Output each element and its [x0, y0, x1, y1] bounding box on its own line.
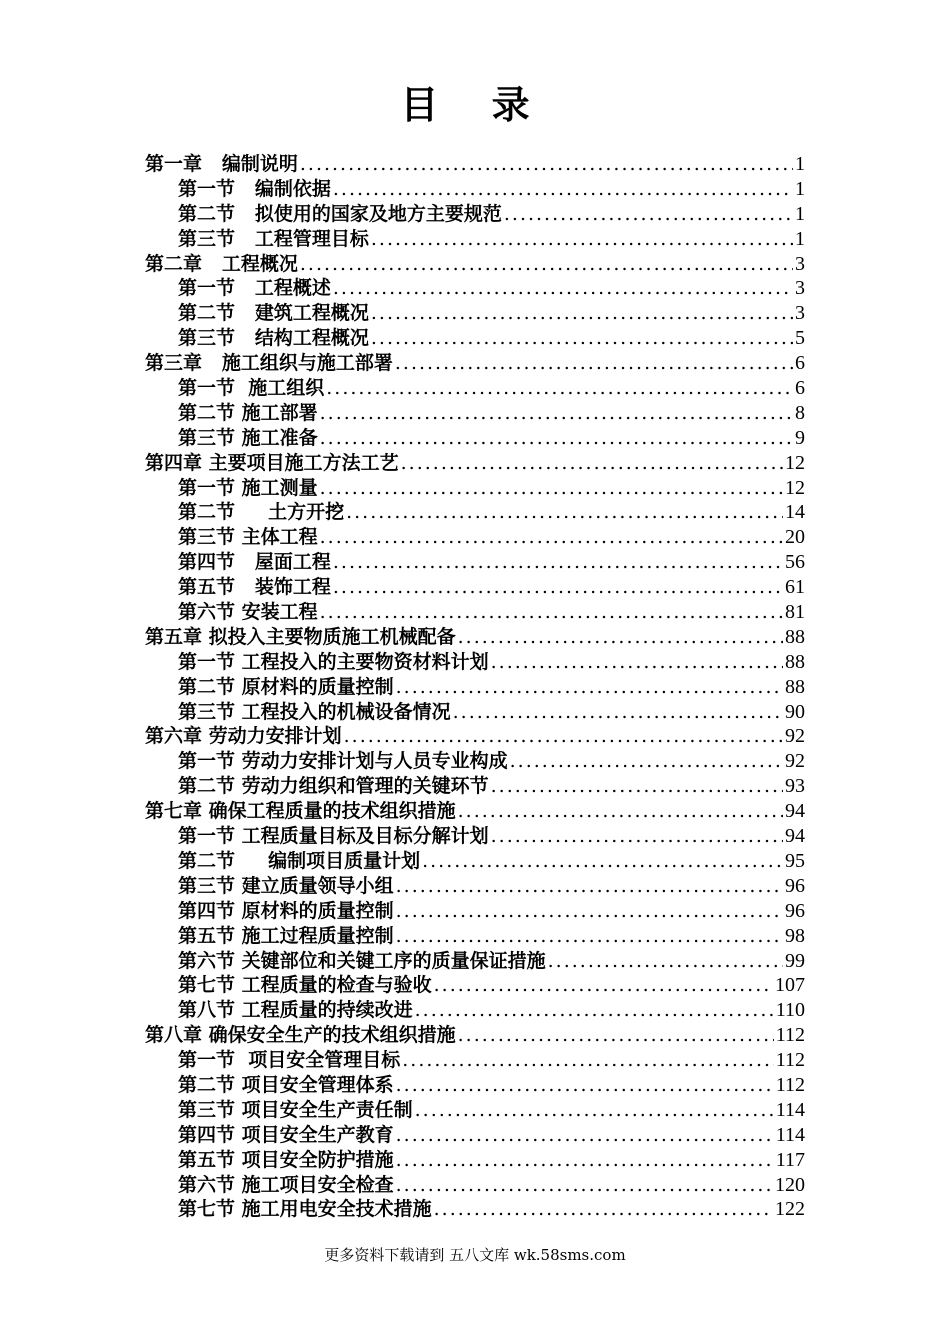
toc-page-number: 6	[795, 352, 805, 375]
toc-entry-title: 第三节 项目安全生产责任制	[178, 1098, 413, 1121]
toc-dot-leader	[402, 1048, 774, 1073]
toc-page-number: 96	[785, 899, 805, 922]
toc-entry-title: 第五节 装饰工程	[178, 576, 331, 599]
toc-page-number: 117	[775, 1148, 805, 1171]
toc-section-entry[interactable]	[145, 401, 805, 426]
toc-page-number: 99	[785, 949, 805, 972]
toc-section-entry[interactable]	[145, 849, 805, 874]
toc-dot-leader	[453, 700, 783, 725]
toc-chapter-entry[interactable]	[145, 351, 805, 376]
toc-dot-leader	[422, 849, 783, 874]
toc-entry-title: 第一章 编制说明	[145, 153, 298, 175]
toc-page-number: 90	[785, 700, 805, 723]
toc-entry-title: 第三节 建立质量领导小组	[178, 874, 394, 897]
toc-entry-title: 第四节 原材料的质量控制	[178, 899, 394, 922]
toc-section-entry[interactable]	[145, 276, 805, 301]
toc-entry-title: 第三节 工程管理目标	[178, 227, 369, 250]
toc-dot-leader	[300, 152, 793, 177]
toc-dot-leader	[396, 899, 783, 924]
toc-dot-leader	[434, 1197, 773, 1222]
toc-page-number: 1	[795, 227, 805, 250]
table-of-contents	[145, 152, 805, 1222]
toc-section-entry[interactable]	[145, 774, 805, 799]
toc-page-number: 114	[775, 1123, 805, 1146]
toc-page-number: 122	[775, 1198, 805, 1221]
toc-page-number: 95	[785, 849, 805, 872]
toc-entry-title: 第五节 项目安全防护措施	[178, 1148, 394, 1171]
toc-page-number: 112	[775, 1073, 805, 1096]
toc-section-entry[interactable]	[145, 301, 805, 326]
toc-page-number: 61	[785, 576, 805, 599]
toc-dot-leader	[395, 351, 793, 376]
toc-page-number: 8	[795, 401, 805, 424]
toc-page-number: 3	[795, 277, 805, 300]
toc-entry-title: 第一节 工程概述	[178, 277, 331, 300]
toc-dot-leader	[434, 973, 773, 998]
toc-page-number: 96	[785, 874, 805, 897]
footer-text: 更多资料下载请到 五八文库 wk.58sms.com	[324, 1246, 626, 1264]
toc-page-number: 5	[795, 327, 805, 350]
toc-dot-leader	[371, 326, 793, 351]
toc-page-number: 98	[785, 924, 805, 947]
toc-entry-title: 第六节 施工项目安全检查	[178, 1173, 394, 1196]
toc-dot-leader	[320, 426, 793, 451]
toc-page-number: 12	[785, 476, 805, 499]
toc-page-number: 88	[785, 675, 805, 698]
toc-dot-leader	[401, 451, 783, 476]
toc-page-number: 88	[785, 625, 805, 648]
toc-dot-leader	[320, 600, 783, 625]
toc-section-entry[interactable]	[145, 500, 805, 525]
toc-section-entry[interactable]	[145, 949, 805, 974]
toc-page-number: 94	[785, 800, 805, 823]
toc-entry-title: 第二节 施工部署	[178, 401, 318, 424]
toc-entry-title: 第三节 主体工程	[178, 526, 318, 549]
toc-entry-title: 第二节 拟使用的国家及地方主要规范	[178, 202, 502, 225]
toc-chapter-entry[interactable]	[145, 625, 805, 650]
toc-dot-leader	[396, 874, 783, 899]
toc-entry-title: 第六章 劳动力安排计划	[145, 725, 342, 748]
toc-dot-leader	[396, 1123, 774, 1148]
toc-page-number: 3	[795, 302, 805, 325]
toc-section-entry[interactable]	[145, 1123, 805, 1148]
toc-page-number: 94	[785, 825, 805, 848]
toc-dot-leader	[504, 202, 793, 227]
toc-section-entry[interactable]	[145, 376, 805, 401]
toc-section-entry[interactable]	[145, 575, 805, 600]
toc-section-entry[interactable]	[145, 1048, 805, 1073]
toc-section-entry[interactable]	[145, 227, 805, 252]
toc-entry-title: 第二节 建筑工程概况	[178, 302, 369, 325]
toc-section-entry[interactable]	[145, 899, 805, 924]
toc-dot-leader	[458, 625, 783, 650]
toc-page-number: 14	[785, 501, 805, 524]
toc-entry-title: 第七节 施工用电安全技术措施	[178, 1198, 432, 1221]
toc-entry-title: 第一节 施工组织	[178, 377, 325, 400]
toc-chapter-entry[interactable]	[145, 1023, 805, 1048]
toc-dot-leader	[300, 252, 793, 277]
toc-dot-leader	[371, 227, 793, 252]
toc-entry-title: 第一节 工程投入的主要物资材料计划	[178, 650, 489, 673]
toc-dot-leader	[333, 550, 783, 575]
toc-page-number: 6	[795, 377, 805, 400]
toc-entry-title: 第八节 工程质量的持续改进	[178, 999, 413, 1022]
toc-dot-leader	[396, 924, 783, 949]
toc-section-entry[interactable]	[145, 824, 805, 849]
toc-dot-leader	[320, 476, 783, 501]
toc-dot-leader	[491, 824, 783, 849]
toc-entry-title: 第一节 项目安全管理目标	[178, 1049, 401, 1072]
toc-dot-leader	[320, 525, 783, 550]
toc-entry-title: 第二节 原材料的质量控制	[178, 675, 394, 698]
toc-dot-leader	[458, 799, 783, 824]
toc-section-entry[interactable]	[145, 1148, 805, 1173]
toc-section-entry[interactable]	[145, 1073, 805, 1098]
toc-page-number: 93	[785, 775, 805, 798]
toc-page-number: 56	[785, 551, 805, 574]
toc-entry-title: 第一节 工程质量目标及目标分解计划	[178, 825, 489, 848]
toc-dot-leader	[333, 276, 793, 301]
toc-dot-leader	[458, 1023, 774, 1048]
toc-section-entry[interactable]	[145, 525, 805, 550]
toc-entry-title: 第二节 劳动力组织和管理的关键环节	[178, 775, 489, 798]
toc-dot-leader	[396, 1148, 774, 1173]
toc-entry-title: 第七章 确保工程质量的技术组织措施	[145, 800, 456, 823]
toc-section-entry[interactable]	[145, 426, 805, 451]
toc-dot-leader	[396, 675, 783, 700]
toc-section-entry[interactable]	[145, 550, 805, 575]
toc-entry-title: 第三节 工程投入的机械设备情况	[178, 700, 451, 723]
toc-entry-title: 第四节 屋面工程	[178, 551, 331, 574]
toc-page-number: 20	[785, 526, 805, 549]
toc-section-entry[interactable]	[145, 177, 805, 202]
toc-section-entry[interactable]	[145, 749, 805, 774]
toc-dot-leader	[396, 1073, 774, 1098]
toc-dot-leader	[326, 376, 793, 401]
toc-entry-title: 第三节 施工准备	[178, 426, 318, 449]
toc-entry-title: 第二节 项目安全管理体系	[178, 1073, 394, 1096]
toc-page-number: 9	[795, 426, 805, 449]
toc-page-number: 81	[785, 601, 805, 624]
toc-dot-leader	[491, 650, 783, 675]
toc-chapter-entry[interactable]	[145, 451, 805, 476]
toc-chapter-entry[interactable]	[145, 724, 805, 749]
toc-page-number: 110	[775, 999, 805, 1022]
toc-section-entry[interactable]	[145, 924, 805, 949]
toc-section-entry[interactable]	[145, 1173, 805, 1198]
toc-entry-title: 第五章 拟投入主要物质施工机械配备	[145, 625, 456, 648]
toc-section-entry[interactable]	[145, 874, 805, 899]
toc-section-entry[interactable]	[145, 1197, 805, 1222]
toc-page-number: 114	[775, 1098, 805, 1121]
toc-page-number: 120	[775, 1173, 805, 1196]
toc-dot-leader	[415, 1098, 774, 1123]
toc-entry-title: 第四节 项目安全生产教育	[178, 1123, 394, 1146]
toc-chapter-entry[interactable]	[145, 252, 805, 277]
toc-page-number: 88	[785, 650, 805, 673]
toc-section-entry[interactable]	[145, 202, 805, 227]
toc-section-entry[interactable]	[145, 476, 805, 501]
toc-page-number: 12	[785, 451, 805, 474]
toc-page-number: 1	[795, 153, 805, 175]
toc-section-entry[interactable]	[145, 600, 805, 625]
toc-entry-title: 第六节 安装工程	[178, 601, 318, 624]
toc-page-number: 112	[775, 1024, 805, 1047]
toc-entry-title: 第二节 编制项目质量计划	[178, 849, 421, 872]
toc-dot-leader	[333, 575, 783, 600]
toc-page-number: 92	[785, 750, 805, 773]
toc-chapter-entry[interactable]	[145, 799, 805, 824]
toc-dot-leader	[396, 1173, 773, 1198]
toc-entry-title: 第二节 土方开挖	[178, 501, 345, 524]
toc-page-number: 107	[775, 974, 805, 997]
toc-section-entry[interactable]	[145, 675, 805, 700]
toc-section-entry[interactable]	[145, 700, 805, 725]
toc-dot-leader	[344, 724, 783, 749]
toc-entry-title: 第三章 施工组织与施工部署	[145, 352, 393, 375]
toc-page-number: 1	[795, 202, 805, 225]
toc-entry-title: 第三节 结构工程概况	[178, 327, 369, 350]
toc-entry-title: 第五节 施工过程质量控制	[178, 924, 394, 947]
toc-dot-leader	[346, 500, 783, 525]
toc-page-number: 112	[775, 1049, 805, 1072]
toc-section-entry[interactable]	[145, 326, 805, 351]
toc-page-number: 3	[795, 252, 805, 275]
toc-entry-title: 第一节 劳动力安排计划与人员专业构成	[178, 750, 508, 773]
toc-section-entry[interactable]	[145, 973, 805, 998]
toc-entry-title: 第四章 主要项目施工方法工艺	[145, 451, 399, 474]
toc-entry-title: 第一节 编制依据	[178, 177, 331, 200]
page-title: 目 录	[400, 82, 550, 127]
toc-entry-title: 第一节 施工测量	[178, 476, 318, 499]
toc-entry-title: 第七节 工程质量的检查与验收	[178, 974, 432, 997]
toc-entry-title: 第六节 关键部位和关键工序的质量保证措施	[178, 949, 546, 972]
toc-dot-leader	[548, 949, 783, 974]
toc-section-entry[interactable]	[145, 1098, 805, 1123]
toc-dot-leader	[491, 774, 783, 799]
toc-entry-title: 第二章 工程概况	[145, 252, 298, 275]
toc-dot-leader	[371, 301, 793, 326]
toc-chapter-entry[interactable]	[145, 152, 805, 177]
toc-dot-leader	[333, 177, 793, 202]
toc-dot-leader	[320, 401, 793, 426]
toc-section-entry[interactable]	[145, 998, 805, 1023]
toc-dot-leader	[510, 749, 783, 774]
toc-entry-title: 第八章 确保安全生产的技术组织措施	[145, 1024, 456, 1047]
toc-section-entry[interactable]	[145, 650, 805, 675]
toc-page-number: 92	[785, 725, 805, 748]
toc-dot-leader	[415, 998, 774, 1023]
toc-page-number: 1	[795, 177, 805, 200]
